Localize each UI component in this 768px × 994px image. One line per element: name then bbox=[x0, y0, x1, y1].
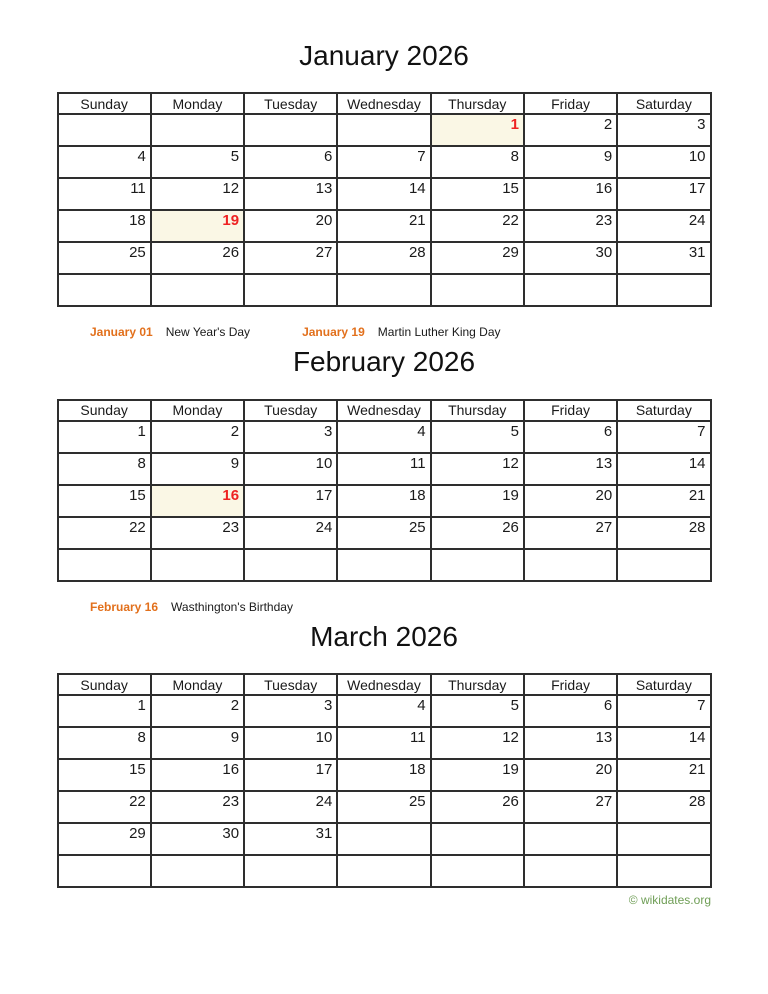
month-section-january bbox=[0, 0, 768, 339]
week-row bbox=[58, 727, 711, 759]
day-cell: 29 bbox=[431, 242, 524, 274]
day-cell: 5 bbox=[151, 146, 244, 178]
day-cell: 3 bbox=[244, 695, 337, 727]
day-cell: 8 bbox=[58, 453, 151, 485]
weekday-header: Friday bbox=[524, 400, 617, 421]
day-cell: 10 bbox=[244, 453, 337, 485]
empty-day-cell bbox=[58, 855, 151, 887]
day-cell: 11 bbox=[337, 453, 430, 485]
weekday-header: Thursday bbox=[431, 93, 524, 114]
holiday-date: February 16 bbox=[90, 599, 159, 614]
day-cell: 3 bbox=[617, 114, 710, 146]
month-title: March 2026 bbox=[310, 620, 458, 652]
day-cell: 4 bbox=[337, 695, 430, 727]
day-cell: 14 bbox=[617, 453, 710, 485]
day-cell: 9 bbox=[524, 146, 617, 178]
month-title: January 2026 bbox=[299, 40, 469, 71]
day-cell: 24 bbox=[244, 517, 337, 549]
day-cell: 12 bbox=[151, 178, 244, 210]
day-cell: 19 bbox=[431, 759, 524, 791]
week-row bbox=[58, 146, 711, 178]
week-row bbox=[58, 178, 711, 210]
day-cell: 1 bbox=[431, 114, 524, 146]
empty-day-cell bbox=[151, 114, 244, 146]
empty-day-cell bbox=[244, 855, 337, 887]
empty-day-cell bbox=[151, 549, 244, 581]
day-cell: 20 bbox=[524, 485, 617, 517]
empty-day-cell bbox=[431, 549, 524, 581]
day-cell: 16 bbox=[151, 485, 244, 517]
day-cell: 23 bbox=[524, 210, 617, 242]
day-cell: 4 bbox=[58, 146, 151, 178]
holiday-item bbox=[90, 600, 293, 614]
day-cell: 1 bbox=[58, 695, 151, 727]
weekday-header: Wednesday bbox=[337, 674, 430, 695]
empty-day-cell bbox=[337, 549, 430, 581]
empty-day-cell bbox=[337, 823, 430, 855]
holiday-date: January 19 bbox=[302, 325, 365, 340]
day-cell: 12 bbox=[431, 453, 524, 485]
empty-day-cell bbox=[617, 855, 710, 887]
holiday-name: Wasthington's Birthday bbox=[171, 599, 293, 614]
week-row bbox=[58, 485, 711, 517]
empty-day-cell bbox=[617, 549, 710, 581]
holiday-legend bbox=[90, 600, 768, 614]
day-cell: 9 bbox=[151, 453, 244, 485]
day-cell: 16 bbox=[151, 759, 244, 791]
day-cell: 25 bbox=[58, 242, 151, 274]
day-cell: 25 bbox=[337, 517, 430, 549]
empty-day-cell bbox=[524, 549, 617, 581]
weekday-header: Tuesday bbox=[244, 93, 337, 114]
day-cell: 20 bbox=[244, 210, 337, 242]
holiday-item bbox=[302, 325, 500, 339]
day-cell: 15 bbox=[58, 485, 151, 517]
empty-day-cell bbox=[337, 274, 430, 306]
day-cell: 8 bbox=[431, 146, 524, 178]
week-row bbox=[58, 421, 711, 453]
weekday-header: Saturday bbox=[617, 674, 710, 695]
weekday-header: Monday bbox=[151, 400, 244, 421]
day-cell: 12 bbox=[431, 727, 524, 759]
day-cell: 18 bbox=[337, 485, 430, 517]
day-cell: 2 bbox=[151, 421, 244, 453]
weekday-header: Tuesday bbox=[244, 400, 337, 421]
week-row bbox=[58, 549, 711, 581]
day-cell: 21 bbox=[337, 210, 430, 242]
calendar-table-february bbox=[57, 399, 712, 582]
day-cell: 5 bbox=[431, 421, 524, 453]
empty-day-cell bbox=[337, 855, 430, 887]
weekday-header: Tuesday bbox=[244, 674, 337, 695]
empty-day-cell bbox=[58, 114, 151, 146]
empty-day-cell bbox=[524, 823, 617, 855]
empty-day-cell bbox=[244, 549, 337, 581]
day-cell: 31 bbox=[244, 823, 337, 855]
day-cell: 20 bbox=[524, 759, 617, 791]
week-row bbox=[58, 453, 711, 485]
empty-day-cell bbox=[617, 823, 710, 855]
day-cell: 30 bbox=[524, 242, 617, 274]
holiday-item bbox=[90, 325, 250, 339]
weekday-header: Saturday bbox=[617, 400, 710, 421]
day-cell: 17 bbox=[244, 759, 337, 791]
empty-day-cell bbox=[431, 823, 524, 855]
week-row bbox=[58, 274, 711, 306]
day-cell: 21 bbox=[617, 759, 710, 791]
footer bbox=[0, 893, 711, 907]
holiday-name: Martin Luther King Day bbox=[377, 325, 501, 340]
weekday-header: Wednesday bbox=[337, 400, 430, 421]
weekday-header: Saturday bbox=[617, 93, 710, 114]
day-cell: 15 bbox=[58, 759, 151, 791]
day-cell: 16 bbox=[524, 178, 617, 210]
week-row bbox=[58, 114, 711, 146]
day-cell: 7 bbox=[617, 695, 710, 727]
day-cell: 6 bbox=[244, 146, 337, 178]
weekday-header: Wednesday bbox=[337, 93, 430, 114]
day-cell: 21 bbox=[617, 485, 710, 517]
day-cell: 13 bbox=[524, 727, 617, 759]
day-cell: 11 bbox=[337, 727, 430, 759]
week-row bbox=[58, 759, 711, 791]
empty-day-cell bbox=[337, 114, 430, 146]
day-cell: 28 bbox=[337, 242, 430, 274]
day-cell: 13 bbox=[244, 178, 337, 210]
day-cell: 25 bbox=[337, 791, 430, 823]
weekday-header: Monday bbox=[151, 674, 244, 695]
day-cell: 18 bbox=[337, 759, 430, 791]
day-cell: 8 bbox=[58, 727, 151, 759]
empty-day-cell bbox=[244, 274, 337, 306]
day-cell: 24 bbox=[617, 210, 710, 242]
day-cell: 23 bbox=[151, 517, 244, 549]
empty-day-cell bbox=[58, 549, 151, 581]
day-cell: 24 bbox=[244, 791, 337, 823]
day-cell: 22 bbox=[431, 210, 524, 242]
week-row bbox=[58, 242, 711, 274]
day-cell: 31 bbox=[617, 242, 710, 274]
empty-day-cell bbox=[151, 855, 244, 887]
day-cell: 28 bbox=[617, 517, 710, 549]
day-cell: 17 bbox=[244, 485, 337, 517]
day-cell: 1 bbox=[58, 421, 151, 453]
day-cell: 9 bbox=[151, 727, 244, 759]
day-cell: 6 bbox=[524, 421, 617, 453]
week-row bbox=[58, 210, 711, 242]
day-cell: 2 bbox=[151, 695, 244, 727]
day-cell: 14 bbox=[617, 727, 710, 759]
day-cell: 6 bbox=[524, 695, 617, 727]
week-row bbox=[58, 823, 711, 855]
day-cell: 26 bbox=[431, 791, 524, 823]
month-section-february bbox=[0, 339, 768, 613]
day-cell: 3 bbox=[244, 421, 337, 453]
day-cell: 4 bbox=[337, 421, 430, 453]
empty-day-cell bbox=[524, 855, 617, 887]
day-cell: 5 bbox=[431, 695, 524, 727]
weekday-header: Thursday bbox=[431, 674, 524, 695]
month-section-march bbox=[0, 614, 768, 888]
day-cell: 7 bbox=[617, 421, 710, 453]
weekday-header: Sunday bbox=[58, 400, 151, 421]
day-cell: 7 bbox=[337, 146, 430, 178]
day-cell: 17 bbox=[617, 178, 710, 210]
empty-day-cell bbox=[617, 274, 710, 306]
holiday-name: New Year's Day bbox=[165, 325, 251, 340]
day-cell: 15 bbox=[431, 178, 524, 210]
week-row bbox=[58, 695, 711, 727]
day-cell: 22 bbox=[58, 791, 151, 823]
weekday-header: Friday bbox=[524, 93, 617, 114]
day-cell: 28 bbox=[617, 791, 710, 823]
empty-day-cell bbox=[58, 274, 151, 306]
day-cell: 14 bbox=[337, 178, 430, 210]
day-cell: 13 bbox=[524, 453, 617, 485]
month-title: February 2026 bbox=[292, 346, 476, 378]
weekday-header-row bbox=[58, 400, 711, 421]
day-cell: 23 bbox=[151, 791, 244, 823]
day-cell: 22 bbox=[58, 517, 151, 549]
day-cell: 19 bbox=[431, 485, 524, 517]
day-cell: 19 bbox=[151, 210, 244, 242]
weekday-header: Monday bbox=[151, 93, 244, 114]
weekday-header: Sunday bbox=[58, 674, 151, 695]
empty-day-cell bbox=[524, 274, 617, 306]
calendar-table-january bbox=[57, 92, 712, 307]
weekday-header: Friday bbox=[524, 674, 617, 695]
holiday-legend bbox=[90, 325, 768, 339]
day-cell: 10 bbox=[244, 727, 337, 759]
empty-day-cell bbox=[151, 274, 244, 306]
day-cell: 26 bbox=[431, 517, 524, 549]
day-cell: 27 bbox=[244, 242, 337, 274]
empty-day-cell bbox=[431, 855, 524, 887]
day-cell: 2 bbox=[524, 114, 617, 146]
empty-day-cell bbox=[244, 114, 337, 146]
week-row bbox=[58, 791, 711, 823]
weekday-header: Sunday bbox=[58, 93, 151, 114]
week-row bbox=[58, 855, 711, 887]
day-cell: 11 bbox=[58, 178, 151, 210]
day-cell: 18 bbox=[58, 210, 151, 242]
day-cell: 27 bbox=[524, 517, 617, 549]
weekday-header: Thursday bbox=[431, 400, 524, 421]
holiday-date: January 01 bbox=[90, 325, 153, 340]
day-cell: 27 bbox=[524, 791, 617, 823]
week-row bbox=[58, 517, 711, 549]
weekday-header-row bbox=[58, 93, 711, 114]
calendar-table-march bbox=[57, 673, 712, 888]
day-cell: 30 bbox=[151, 823, 244, 855]
day-cell: 10 bbox=[617, 146, 710, 178]
day-cell: 26 bbox=[151, 242, 244, 274]
empty-day-cell bbox=[431, 274, 524, 306]
weekday-header-row bbox=[58, 674, 711, 695]
day-cell: 29 bbox=[58, 823, 151, 855]
wikidates-link[interactable]: © wikidates.org bbox=[628, 893, 711, 908]
